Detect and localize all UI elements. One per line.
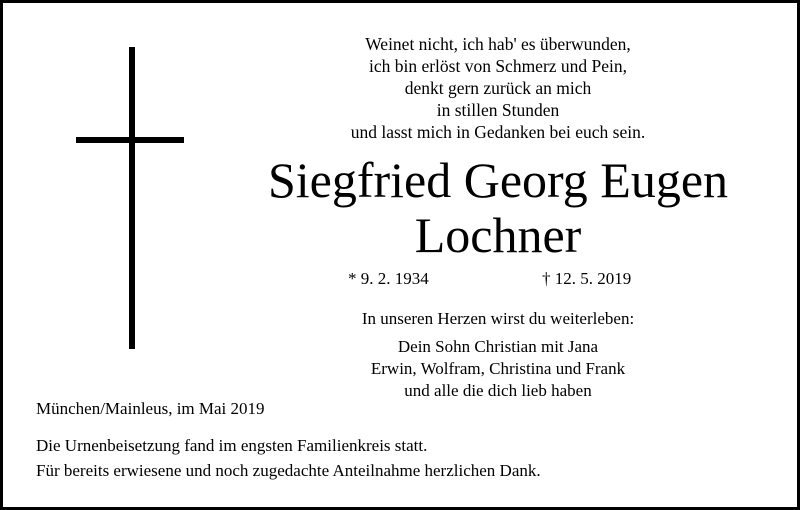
poem-line: in stillen Stunden	[436, 100, 560, 120]
footer-text	[36, 433, 541, 483]
poem-line: Weinet nicht, ich hab' es überwunden,	[365, 34, 631, 54]
poem-line: und lasst mich in Gedanken bei euch sein.	[350, 122, 646, 142]
mourners-list	[243, 336, 753, 402]
footer-line: Die Urnenbeisetzung fand im engsten Familienkreis statt.	[36, 436, 428, 455]
mourners-intro: In unseren Herzen wirst du weiterleben:	[361, 309, 635, 328]
footer-line: Für bereits erwiesene und noch zugedachte Anteilnahme herzlichen Dank.	[36, 461, 541, 480]
mourner-line: Dein Sohn Christian mit Jana	[397, 337, 599, 356]
cross-horizontal-bar	[76, 137, 184, 143]
deceased-name	[243, 153, 753, 263]
poem-line: denkt gern zurück an mich	[404, 78, 592, 98]
mourner-line: Erwin, Wolfram, Christina und Frank	[370, 359, 626, 378]
place-date: München/Mainleus, im Mai 2019	[36, 399, 265, 418]
deceased-name-line: Siegfried Georg Eugen	[267, 152, 729, 208]
poem	[243, 33, 753, 143]
deceased-name-line: Lochner	[414, 207, 582, 263]
mourner-line: und alle die dich lieb haben	[404, 381, 592, 400]
poem-line: ich bin erlöst von Schmerz und Pein,	[368, 56, 628, 76]
birth-date: * 9. 2. 1934	[348, 269, 429, 288]
cross-vertical-bar	[129, 47, 135, 349]
death-date: † 12. 5. 2019	[542, 269, 632, 288]
